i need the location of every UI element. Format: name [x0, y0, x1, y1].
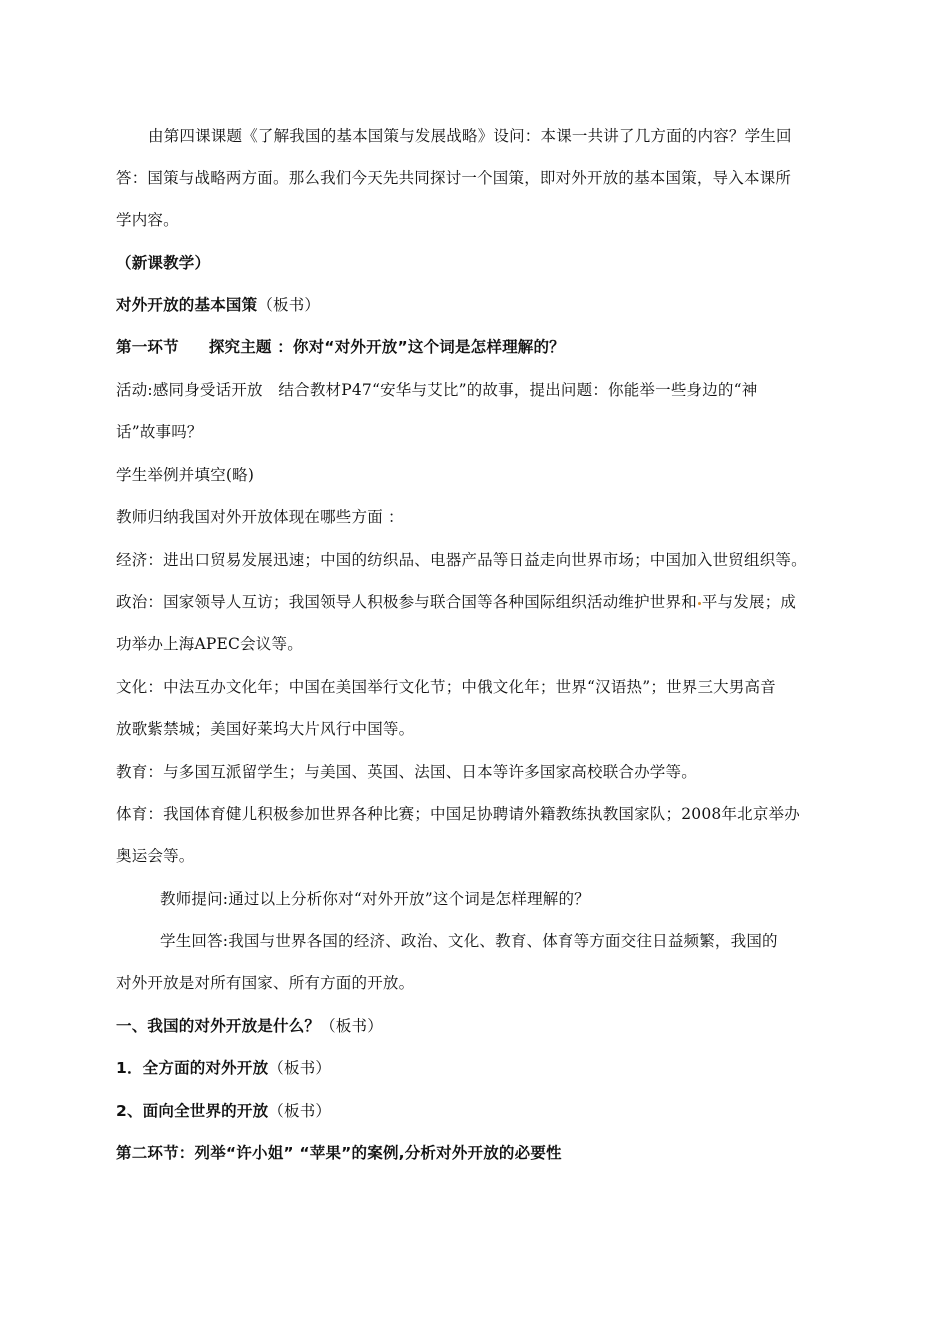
section1-label: 第一环节: [116, 338, 179, 356]
point-2-note: （板书）: [268, 1102, 332, 1120]
point-1-title: 1．全方面的对外开放: [116, 1059, 269, 1077]
politics-line-1b: 平与发展；成: [701, 593, 797, 611]
sports-line-2: 奥运会等。: [116, 847, 195, 865]
student-example: 学生举例并填空(略): [116, 466, 255, 484]
culture-line-2: 放歌紫禁城；美国好莱坞大片风行中国等。: [116, 720, 415, 738]
activity-line-1: 活动:感同身受话开放 结合教材P47“安华与艾比”的故事，提出问题：你能举一些身边的“神: [116, 381, 758, 399]
intro-line-3: 学内容。: [116, 211, 179, 229]
heading-1-title: 一、我国的对外开放是什么？: [116, 1017, 321, 1035]
student-answer-line-1: 学生回答:我国与世界各国的经济、政治、文化、教育、体育等方面交往日益频繁，我国的: [160, 932, 778, 950]
topic-line: [116, 295, 320, 315]
student-answer-line-2: 对外开放是对所有国家、所有方面的开放。: [116, 974, 415, 992]
section1-title: 探究主题 ：你对“对外开放”这个词是怎样理解的？: [208, 338, 565, 356]
orange-dot-mark: [698, 602, 701, 605]
politics-line-1: [116, 592, 796, 612]
topic-note: （板书）: [257, 296, 321, 314]
teacher-question: 教师提问:通过以上分析你对“对外开放”这个词是怎样理解的？: [160, 890, 590, 908]
economy-line: 经济：进出口贸易发展迅速；中国的纺织品、电器产品等日益走向世界市场；中国加入世贸组织等。: [116, 551, 807, 569]
point-2: [116, 1101, 331, 1121]
heading-1: [116, 1016, 383, 1036]
politics-line-1a: 政治：国家领导人互访；我国领导人积极参与联合国等各种国际组织活动维护世界和: [116, 593, 697, 611]
intro-line-1: 由第四课课题《了解我国的基本国策与发展战略》设问：本课一共讲了几方面的内容？学生回: [148, 127, 792, 145]
point-2-title: 2、面向全世界的开放: [116, 1102, 269, 1120]
intro-line-2: 答：国策与战略两方面。那么我们今天先共同探讨一个国策，即对外开放的基本国策，导入本课所: [116, 169, 792, 187]
politics-line-2: 功举办上海APEC会议等。: [116, 635, 303, 653]
activity-line-2: 话”故事吗？: [116, 423, 203, 441]
topic-title: 对外开放的基本国策: [116, 296, 258, 314]
teacher-summary: 教师归纳我国对外开放体现在哪些方面 ：: [116, 508, 404, 526]
sports-line-1: 体育：我国体育健儿积极参加世界各种比赛；中国足协聘请外籍教练执教国家队；2008年北京举办: [116, 805, 800, 823]
section2-heading: 第二环节：列举“许小姐” “苹果”的案例,分析对外开放的必要性: [116, 1144, 562, 1162]
culture-line-1: 文化：中法互办文化年；中国在美国举行文化节；中俄文化年；世界“汉语热”；世界三大男高音: [116, 678, 776, 696]
section1-heading: [116, 337, 565, 357]
point-1-note: （板书）: [268, 1059, 332, 1077]
new-lesson-heading: （新课教学）: [116, 254, 211, 272]
education-line: 教育：与多国互派留学生；与美国、英国、法国、日本等许多国家高校联合办学等。: [116, 763, 697, 781]
heading-1-note: （板书）: [320, 1017, 383, 1035]
point-1: [116, 1058, 331, 1078]
